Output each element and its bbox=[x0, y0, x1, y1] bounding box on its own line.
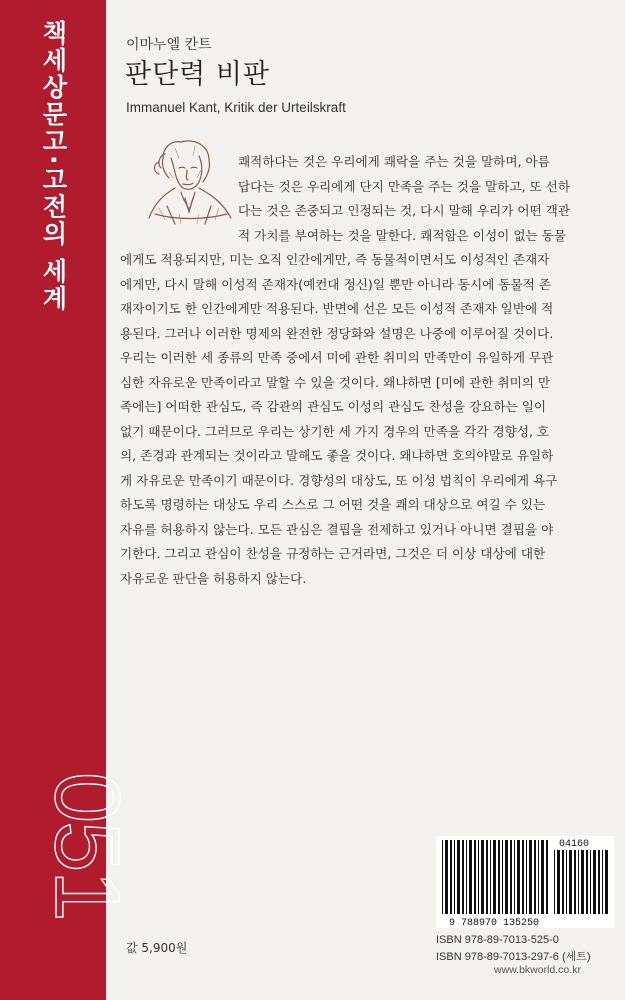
barcode-bar bbox=[445, 840, 448, 914]
isbn-set: ISBN 978-89-7013-297-6 (세트) bbox=[436, 951, 591, 963]
barcode-bar bbox=[474, 840, 476, 914]
body-line: 에게도 적용되지만, 미는 오직 인간에게만, 즉 동물적이면서도 이성적인 존재자 bbox=[120, 252, 550, 267]
barcode-main-digits: 9 788970 135250 bbox=[448, 918, 540, 929]
barcode-bar bbox=[566, 850, 567, 914]
body-line: 족에는] 어떠한 관심도, 즉 감관의 관심도 이성의 관심도 찬성을 강요하는 일이 bbox=[120, 399, 547, 414]
body-line: 없기 때문이다. 그러므로 우리는 상기한 세 가지 경우의 만족을 각각 경향성, 호 bbox=[120, 423, 550, 439]
barcode-bar bbox=[466, 840, 467, 914]
barcode-bar bbox=[442, 840, 443, 914]
barcode-bar bbox=[529, 840, 532, 914]
author-name: 이마누엘 칸트 bbox=[126, 37, 212, 53]
isbn-block bbox=[436, 932, 591, 966]
barcode-bar bbox=[602, 850, 603, 914]
barcode-bar bbox=[541, 840, 544, 914]
red-spine bbox=[0, 0, 138, 1000]
price: 값 5,900원 bbox=[126, 941, 188, 955]
body-line: 다는 것은 존중되고 인정되는 것, 다시 말해 우리가 어떤 객관 bbox=[238, 203, 571, 218]
series-title: 책세상문고·고전의 세계 bbox=[39, 20, 68, 313]
barcode-bar bbox=[498, 840, 500, 914]
barcode-bar bbox=[502, 840, 503, 914]
barcode-bar bbox=[522, 840, 524, 914]
barcode-bar bbox=[454, 840, 455, 914]
book-subtitle: Immanuel Kant, Kritik der Urteilskraft bbox=[126, 100, 346, 115]
body-line: 기한다. 그리고 관심이 찬성을 규정하는 근거라면, 그것은 더 이상 대상에 대한 bbox=[120, 546, 546, 561]
barcode-bar bbox=[546, 840, 548, 914]
barcode-bar bbox=[562, 850, 564, 914]
barcode-bar bbox=[598, 850, 600, 914]
body-line: 쾌적하다는 것은 우리에게 쾌락을 주는 것을 말하며, 아름 bbox=[238, 154, 550, 169]
barcode-bar bbox=[578, 850, 579, 914]
barcode-bar bbox=[462, 840, 464, 914]
publisher-website: www.bkworld.co.kr bbox=[494, 964, 581, 976]
series-number-graphic bbox=[2, 720, 138, 980]
body-line: 용된다. 그러나 이러한 명제의 완전한 정당화와 설명은 나중에 이루어질 것이다. bbox=[120, 325, 554, 341]
barcode-bar bbox=[586, 850, 588, 914]
barcode-bar bbox=[478, 840, 479, 914]
book-title: 판단력 비판 bbox=[125, 59, 270, 90]
barcode-addon-digits: 04160 bbox=[558, 839, 590, 850]
body-excerpt bbox=[120, 150, 600, 591]
barcode-bar bbox=[534, 840, 536, 914]
body-line: 재자이기도 한 인간에게만 적용된다. 반면에 선은 모든 이성적 존재자 일반에 적 bbox=[120, 301, 554, 316]
barcode-bar bbox=[538, 840, 539, 914]
body-line: 에게만, 다시 말해 이성적 존재자(예컨대 정신)일 뿐만 아니라 동시에 동물적 존 bbox=[120, 276, 551, 292]
barcode-bar bbox=[569, 850, 572, 914]
isbn-barcode bbox=[436, 836, 614, 928]
barcode-bar bbox=[493, 840, 496, 914]
body-line: 적 가치를 부여하는 것을 말한다. 쾌적함은 이성이 없는 동물 bbox=[238, 227, 567, 243]
isbn-single: ISBN 978-89-7013-525-0 bbox=[436, 934, 559, 946]
barcode-bar bbox=[450, 840, 452, 914]
body-line: 게 자유로운 만족이기 때문이다. 경향성의 대상도, 또 이성 법칙이 우리에게 욕구 bbox=[120, 472, 558, 488]
barcode-bar bbox=[574, 850, 576, 914]
barcode-bar bbox=[481, 840, 484, 914]
body-line: 심한 자유로운 만족이라고 말할 수 있을 것이다. 왜냐하면 [미에 관한 취미의 만 bbox=[120, 374, 551, 390]
barcode-bar bbox=[581, 850, 584, 914]
barcode-bar bbox=[486, 840, 488, 914]
barcode-bar bbox=[457, 840, 460, 914]
barcode-bar bbox=[514, 840, 515, 914]
barcode-bar bbox=[590, 850, 591, 914]
barcode-bar bbox=[469, 840, 472, 914]
barcode-bar bbox=[526, 840, 527, 914]
back-cover-content bbox=[120, 0, 610, 1000]
body-line: 답다는 것은 우리에게 단지 만족을 주는 것을 말하고, 또 선하 bbox=[238, 178, 571, 194]
barcode-bar bbox=[490, 840, 491, 914]
body-line: 의, 존경과 관계되는 것이라고 말해도 좋을 것이다. 왜냐하면 호의야말로 유일하 bbox=[120, 448, 554, 463]
body-line: 자유로운 판단을 허용하지 않는다. bbox=[120, 570, 307, 586]
body-line: 자유를 허용하지 않는다. 모든 관심은 결핍을 전제하고 있거나 아니면 결핍을 야 bbox=[120, 521, 554, 537]
barcode-addon-bars bbox=[554, 850, 608, 914]
barcode-bar bbox=[517, 840, 520, 914]
barcode-bar bbox=[605, 850, 608, 914]
barcode-bar bbox=[593, 850, 596, 914]
barcode-bar bbox=[510, 840, 512, 914]
barcode-bar bbox=[505, 840, 508, 914]
barcode-bar bbox=[557, 850, 560, 914]
body-line: 하도록 명령하는 대상도 우리 스스로 그 어떤 것을 쾌의 대상으로 여길 수 있는 bbox=[120, 497, 546, 512]
body-line: 우리는 이러한 세 종류의 만족 중에서 미에 관한 취미의 만족만이 유일하게 무관 bbox=[120, 350, 554, 365]
series-number: 051 bbox=[36, 772, 138, 920]
barcode-bar bbox=[554, 850, 555, 914]
